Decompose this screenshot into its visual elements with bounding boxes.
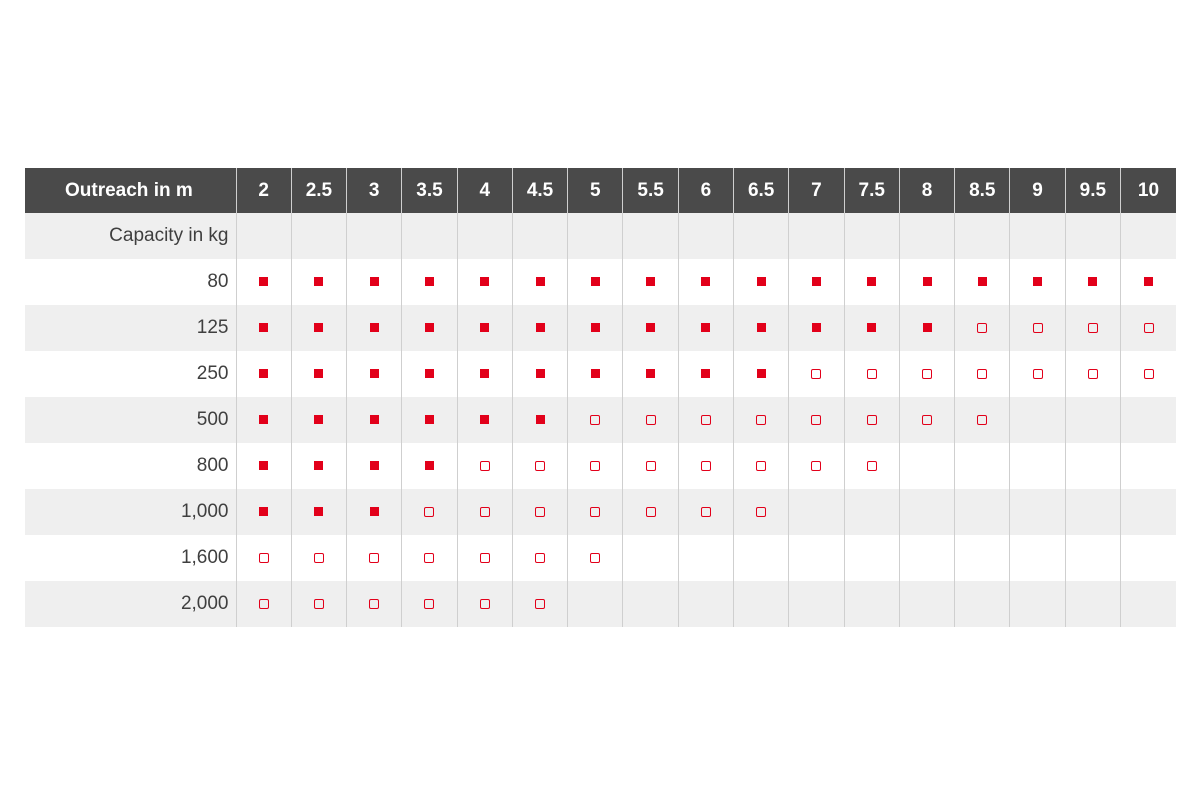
- table-cell: [568, 351, 623, 397]
- table-cell: [678, 351, 733, 397]
- table-cell: [402, 489, 457, 535]
- table-cell: [1010, 259, 1065, 305]
- capacity-subheader-empty-cell: [291, 213, 346, 259]
- table-cell: [512, 259, 567, 305]
- table-cell: [402, 259, 457, 305]
- table-cell: [568, 535, 623, 581]
- outreach-header-8: 8: [899, 168, 954, 213]
- table-cell: [899, 305, 954, 351]
- filled-square-icon: [1033, 277, 1042, 286]
- table-cell: [568, 259, 623, 305]
- table-row: [25, 581, 1176, 627]
- open-square-icon: [701, 461, 711, 471]
- table-cell: [899, 535, 954, 581]
- table-cell: [512, 489, 567, 535]
- table-cell: [568, 397, 623, 443]
- table-cell: [1010, 489, 1065, 535]
- table-cell: [347, 443, 402, 489]
- table-cell: [236, 259, 291, 305]
- table-cell: [1010, 535, 1065, 581]
- capacity-header-label: Capacity in kg: [25, 213, 236, 259]
- open-square-icon: [590, 553, 600, 563]
- open-square-icon: [646, 415, 656, 425]
- outreach-header-8.5: 8.5: [955, 168, 1010, 213]
- filled-square-icon: [701, 323, 710, 332]
- filled-square-icon: [370, 323, 379, 332]
- open-square-icon: [646, 507, 656, 517]
- table-cell: [291, 535, 346, 581]
- table-cell: [899, 581, 954, 627]
- table-row: [25, 351, 1176, 397]
- table-cell: [623, 443, 678, 489]
- open-square-icon: [811, 461, 821, 471]
- table-cell: [678, 305, 733, 351]
- capacity-subheader-empty-cell: [402, 213, 457, 259]
- table-cell: [457, 397, 512, 443]
- open-square-icon: [424, 599, 434, 609]
- capacity-subheader-empty-cell: [623, 213, 678, 259]
- open-square-icon: [480, 599, 490, 609]
- table-cell: [291, 351, 346, 397]
- filled-square-icon: [480, 415, 489, 424]
- filled-square-icon: [259, 323, 268, 332]
- table-cell: [955, 443, 1010, 489]
- filled-square-icon: [1144, 277, 1153, 286]
- capacity-subheader-empty-cell: [844, 213, 899, 259]
- filled-square-icon: [370, 277, 379, 286]
- open-square-icon: [480, 461, 490, 471]
- table-cell: [734, 351, 789, 397]
- filled-square-icon: [314, 369, 323, 378]
- table-cell: [844, 443, 899, 489]
- open-square-icon: [535, 507, 545, 517]
- table-cell: [844, 397, 899, 443]
- open-square-icon: [646, 461, 656, 471]
- table-cell: [789, 535, 844, 581]
- filled-square-icon: [591, 277, 600, 286]
- table-cell: [1010, 581, 1065, 627]
- table-cell: [236, 581, 291, 627]
- table-cell: [236, 443, 291, 489]
- table-cell: [347, 581, 402, 627]
- open-square-icon: [590, 507, 600, 517]
- capacity-label: 125: [25, 305, 236, 351]
- filled-square-icon: [646, 277, 655, 286]
- filled-square-icon: [757, 277, 766, 286]
- table-cell: [955, 351, 1010, 397]
- table-cell: [457, 489, 512, 535]
- table-cell: [678, 443, 733, 489]
- table-cell: [457, 443, 512, 489]
- outreach-header-2: 2: [236, 168, 291, 213]
- filled-square-icon: [259, 507, 268, 516]
- filled-square-icon: [536, 369, 545, 378]
- open-square-icon: [922, 415, 932, 425]
- table-cell: [347, 259, 402, 305]
- filled-square-icon: [480, 369, 489, 378]
- capacity-label: 1,600: [25, 535, 236, 581]
- filled-square-icon: [314, 461, 323, 470]
- filled-square-icon: [923, 323, 932, 332]
- table-cell: [844, 305, 899, 351]
- table-cell: [1065, 259, 1120, 305]
- table-cell: [678, 535, 733, 581]
- filled-square-icon: [259, 369, 268, 378]
- table-cell: [955, 259, 1010, 305]
- table-cell: [512, 581, 567, 627]
- filled-square-icon: [536, 323, 545, 332]
- table-cell: [512, 535, 567, 581]
- outreach-header-5.5: 5.5: [623, 168, 678, 213]
- open-square-icon: [756, 415, 766, 425]
- table-cell: [678, 489, 733, 535]
- table-cell: [568, 489, 623, 535]
- table-cell: [236, 397, 291, 443]
- table-cell: [236, 489, 291, 535]
- filled-square-icon: [867, 323, 876, 332]
- table-cell: [734, 489, 789, 535]
- table-cell: [623, 535, 678, 581]
- table-cell: [1010, 351, 1065, 397]
- open-square-icon: [259, 599, 269, 609]
- table-cell: [402, 397, 457, 443]
- capacity-label: 500: [25, 397, 236, 443]
- filled-square-icon: [314, 323, 323, 332]
- table-cell: [236, 305, 291, 351]
- outreach-header-label: Outreach in m: [25, 168, 236, 213]
- open-square-icon: [1088, 323, 1098, 333]
- capacity-label: 250: [25, 351, 236, 397]
- table-cell: [789, 581, 844, 627]
- outreach-header-6.5: 6.5: [734, 168, 789, 213]
- table-cell: [512, 443, 567, 489]
- table-cell: [402, 351, 457, 397]
- table-cell: [347, 351, 402, 397]
- table-cell: [734, 443, 789, 489]
- capacity-subheader-empty-cell: [1065, 213, 1120, 259]
- table-cell: [1065, 581, 1120, 627]
- open-square-icon: [867, 369, 877, 379]
- open-square-icon: [1144, 323, 1154, 333]
- table-cell: [899, 443, 954, 489]
- table-cell: [1121, 305, 1177, 351]
- open-square-icon: [811, 369, 821, 379]
- filled-square-icon: [978, 277, 987, 286]
- table-cell: [734, 305, 789, 351]
- table-cell: [955, 305, 1010, 351]
- table-row: [25, 305, 1176, 351]
- filled-square-icon: [314, 507, 323, 516]
- filled-square-icon: [425, 415, 434, 424]
- table-cell: [789, 305, 844, 351]
- table-cell: [623, 581, 678, 627]
- outreach-header-9: 9: [1010, 168, 1065, 213]
- open-square-icon: [535, 599, 545, 609]
- table-cell: [1121, 397, 1177, 443]
- table-cell: [236, 535, 291, 581]
- filled-square-icon: [757, 369, 766, 378]
- outreach-header-2.5: 2.5: [291, 168, 346, 213]
- table-cell: [1121, 351, 1177, 397]
- capacity-label: 2,000: [25, 581, 236, 627]
- table-cell: [789, 489, 844, 535]
- open-square-icon: [701, 507, 711, 517]
- header-row: [25, 168, 1176, 213]
- filled-square-icon: [480, 277, 489, 286]
- open-square-icon: [369, 553, 379, 563]
- table-cell: [1121, 535, 1177, 581]
- table-cell: [623, 259, 678, 305]
- table-cell: [512, 351, 567, 397]
- filled-square-icon: [923, 277, 932, 286]
- table-cell: [955, 489, 1010, 535]
- capacity-subheader-empty-cell: [678, 213, 733, 259]
- table-cell: [844, 351, 899, 397]
- table-cell: [512, 397, 567, 443]
- table-cell: [623, 489, 678, 535]
- filled-square-icon: [425, 323, 434, 332]
- outreach-header-4.5: 4.5: [512, 168, 567, 213]
- open-square-icon: [1033, 323, 1043, 333]
- table-cell: [1010, 443, 1065, 489]
- filled-square-icon: [370, 507, 379, 516]
- table-cell: [734, 581, 789, 627]
- open-square-icon: [1088, 369, 1098, 379]
- table-cell: [402, 305, 457, 351]
- table-cell: [844, 489, 899, 535]
- table-cell: [568, 305, 623, 351]
- open-square-icon: [480, 553, 490, 563]
- table-cell: [291, 397, 346, 443]
- table-cell: [236, 351, 291, 397]
- filled-square-icon: [425, 369, 434, 378]
- capacity-subheader-empty-cell: [955, 213, 1010, 259]
- table-cell: [1121, 443, 1177, 489]
- open-square-icon: [259, 553, 269, 563]
- table-cell: [955, 535, 1010, 581]
- outreach-header-10: 10: [1121, 168, 1177, 213]
- open-square-icon: [535, 461, 545, 471]
- capacity-subheader-empty-cell: [568, 213, 623, 259]
- open-square-icon: [756, 461, 766, 471]
- filled-square-icon: [314, 277, 323, 286]
- capacity-label: 80: [25, 259, 236, 305]
- open-square-icon: [867, 461, 877, 471]
- open-square-icon: [922, 369, 932, 379]
- table-cell: [347, 535, 402, 581]
- open-square-icon: [590, 461, 600, 471]
- open-square-icon: [369, 599, 379, 609]
- capacity-subheader-empty-cell: [347, 213, 402, 259]
- filled-square-icon: [1088, 277, 1097, 286]
- table-cell: [1065, 535, 1120, 581]
- table-cell: [844, 535, 899, 581]
- table-cell: [734, 259, 789, 305]
- table-cell: [789, 443, 844, 489]
- open-square-icon: [977, 415, 987, 425]
- filled-square-icon: [370, 461, 379, 470]
- table-cell: [402, 581, 457, 627]
- table-cell: [1010, 305, 1065, 351]
- outreach-header-7.5: 7.5: [844, 168, 899, 213]
- capacity-subheader-empty-cell: [1010, 213, 1065, 259]
- table-cell: [291, 259, 346, 305]
- table-cell: [291, 581, 346, 627]
- open-square-icon: [314, 599, 324, 609]
- outreach-header-3: 3: [347, 168, 402, 213]
- table-row: [25, 489, 1176, 535]
- capacity-table: [25, 168, 1176, 627]
- open-square-icon: [977, 369, 987, 379]
- filled-square-icon: [591, 323, 600, 332]
- table-cell: [789, 351, 844, 397]
- table-cell: [678, 581, 733, 627]
- capacity-subheader-empty-cell: [457, 213, 512, 259]
- table-cell: [568, 581, 623, 627]
- table-cell: [899, 351, 954, 397]
- outreach-header-9.5: 9.5: [1065, 168, 1120, 213]
- filled-square-icon: [536, 277, 545, 286]
- filled-square-icon: [259, 415, 268, 424]
- table-cell: [678, 259, 733, 305]
- filled-square-icon: [480, 323, 489, 332]
- open-square-icon: [811, 415, 821, 425]
- filled-square-icon: [646, 369, 655, 378]
- open-square-icon: [424, 507, 434, 517]
- capacity-subheader-empty-cell: [789, 213, 844, 259]
- table-cell: [623, 351, 678, 397]
- table-cell: [789, 259, 844, 305]
- outreach-header-4: 4: [457, 168, 512, 213]
- table-cell: [347, 397, 402, 443]
- table-cell: [402, 443, 457, 489]
- table-cell: [457, 305, 512, 351]
- table-cell: [1065, 443, 1120, 489]
- table-cell: [1065, 397, 1120, 443]
- table-cell: [623, 305, 678, 351]
- table-cell: [899, 397, 954, 443]
- open-square-icon: [977, 323, 987, 333]
- table-cell: [678, 397, 733, 443]
- open-square-icon: [480, 507, 490, 517]
- filled-square-icon: [812, 323, 821, 332]
- filled-square-icon: [701, 369, 710, 378]
- filled-square-icon: [812, 277, 821, 286]
- table-cell: [734, 397, 789, 443]
- filled-square-icon: [646, 323, 655, 332]
- table-cell: [899, 489, 954, 535]
- open-square-icon: [314, 553, 324, 563]
- capacity-label: 800: [25, 443, 236, 489]
- capacity-subheader-empty-cell: [236, 213, 291, 259]
- filled-square-icon: [425, 277, 434, 286]
- outreach-header-3.5: 3.5: [402, 168, 457, 213]
- filled-square-icon: [259, 277, 268, 286]
- table-cell: [291, 443, 346, 489]
- table-cell: [291, 305, 346, 351]
- filled-square-icon: [701, 277, 710, 286]
- capacity-subheader-empty-cell: [734, 213, 789, 259]
- table-cell: [1121, 259, 1177, 305]
- open-square-icon: [590, 415, 600, 425]
- table-cell: [402, 535, 457, 581]
- table-cell: [1010, 397, 1065, 443]
- table-cell: [347, 489, 402, 535]
- capacity-subheader-empty-cell: [899, 213, 954, 259]
- table-cell: [623, 397, 678, 443]
- outreach-header-6: 6: [678, 168, 733, 213]
- capacity-subheader-empty-cell: [1121, 213, 1177, 259]
- open-square-icon: [424, 553, 434, 563]
- table-cell: [844, 581, 899, 627]
- table-cell: [291, 489, 346, 535]
- table-cell: [955, 397, 1010, 443]
- open-square-icon: [1144, 369, 1154, 379]
- filled-square-icon: [314, 415, 323, 424]
- capacity-outreach-table: [25, 168, 1176, 627]
- table-cell: [899, 259, 954, 305]
- open-square-icon: [756, 507, 766, 517]
- table-cell: [457, 351, 512, 397]
- table-cell: [457, 259, 512, 305]
- open-square-icon: [701, 415, 711, 425]
- capacity-subheader-row: [25, 213, 1176, 259]
- table-cell: [789, 397, 844, 443]
- open-square-icon: [535, 553, 545, 563]
- outreach-header-5: 5: [568, 168, 623, 213]
- table-cell: [1121, 489, 1177, 535]
- filled-square-icon: [757, 323, 766, 332]
- table-cell: [512, 305, 567, 351]
- filled-square-icon: [867, 277, 876, 286]
- table-cell: [1065, 351, 1120, 397]
- filled-square-icon: [259, 461, 268, 470]
- open-square-icon: [1033, 369, 1043, 379]
- table-cell: [844, 259, 899, 305]
- table-cell: [457, 535, 512, 581]
- table-row: [25, 259, 1176, 305]
- capacity-subheader-empty-cell: [512, 213, 567, 259]
- filled-square-icon: [370, 369, 379, 378]
- table-cell: [1121, 581, 1177, 627]
- table-cell: [734, 535, 789, 581]
- outreach-header-7: 7: [789, 168, 844, 213]
- table-cell: [955, 581, 1010, 627]
- table-cell: [1065, 489, 1120, 535]
- filled-square-icon: [425, 461, 434, 470]
- table-cell: [457, 581, 512, 627]
- table-cell: [347, 305, 402, 351]
- table-row: [25, 397, 1176, 443]
- filled-square-icon: [536, 415, 545, 424]
- table-row: [25, 535, 1176, 581]
- filled-square-icon: [370, 415, 379, 424]
- open-square-icon: [867, 415, 877, 425]
- capacity-label: 1,000: [25, 489, 236, 535]
- filled-square-icon: [591, 369, 600, 378]
- table-cell: [1065, 305, 1120, 351]
- table-row: [25, 443, 1176, 489]
- table-cell: [568, 443, 623, 489]
